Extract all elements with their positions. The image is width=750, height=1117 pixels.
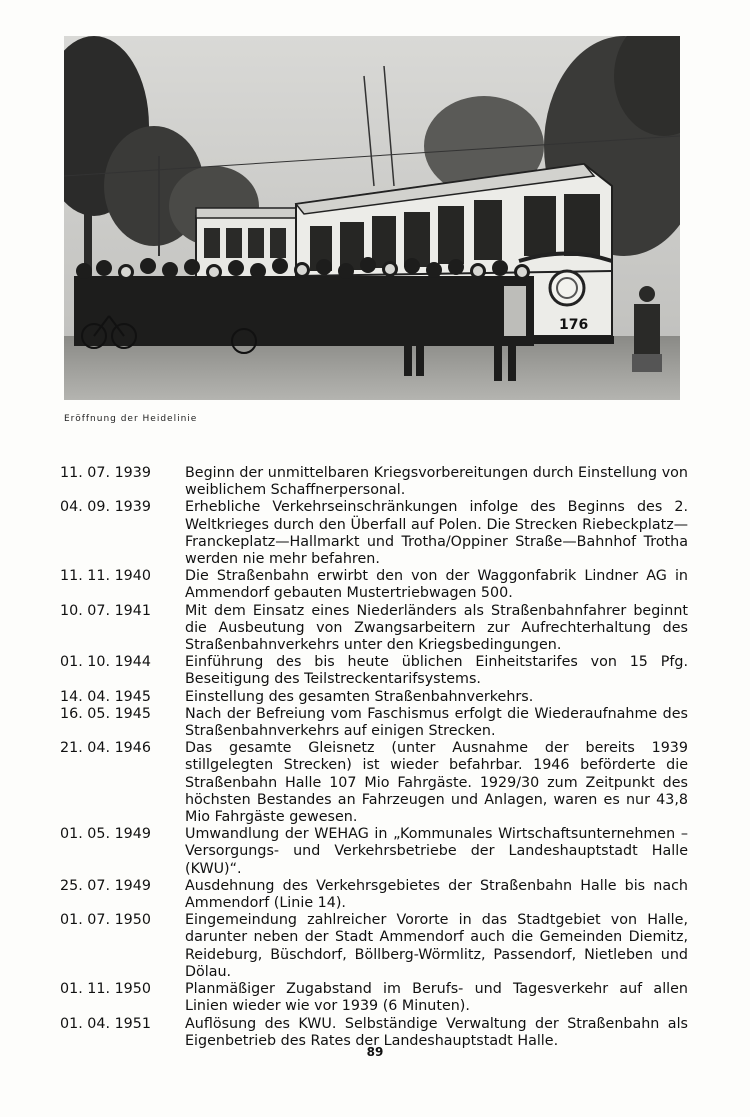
entry-text: Auflösung des KWU. Selbständige Verwaltung der Straßenbahn als Eigenbetrieb des Rates der Landeshauptstadt Halle.	[185, 1015, 688, 1049]
entry-date: 04. 09. 1939	[60, 499, 151, 516]
chronology-entry	[60, 499, 688, 568]
entry-date: 01. 05. 1949	[60, 826, 151, 843]
entry-text: Beginn der unmittelbaren Kriegsvorbereitungen durch Einstellung von weiblichem Schaffnerpersonal.	[185, 465, 688, 499]
entry-text: Planmäßiger Zugabstand im Berufs- und Tagesverkehr auf allen Linien wieder wie vor 1939 (6 Minuten).	[185, 981, 688, 1015]
chronology-entry	[60, 568, 688, 602]
chronology-entry	[60, 878, 688, 912]
entry-text: Einstellung des gesamten Straßenbahnverkehrs.	[185, 688, 534, 705]
historic-tram-photo	[64, 36, 680, 400]
entry-text: Einführung des bis heute üblichen Einheitstarifes von 15 Pfg. Beseitigung des Teilstreckentarifsystems.	[185, 654, 688, 688]
entry-date: 21. 04. 1946	[60, 740, 151, 757]
chronology-entry	[60, 689, 688, 706]
chronology-entry	[60, 981, 688, 1015]
photo-caption: Eröffnung der Heidelinie	[64, 414, 198, 424]
entry-date: 01. 10. 1944	[60, 654, 151, 671]
entry-text: Ausdehnung des Verkehrsgebietes der Straßenbahn Halle bis nach Ammendorf (Linie 14).	[185, 877, 688, 912]
entry-date: 16. 05. 1945	[60, 705, 151, 722]
entry-date: 01. 07. 1950	[60, 912, 151, 929]
chronology-entry	[60, 826, 688, 878]
entry-date: 11. 11. 1940	[60, 568, 151, 585]
chronology-list	[60, 465, 688, 1050]
tram-number-label: 176	[559, 317, 589, 333]
entry-date: 14. 04. 1945	[60, 688, 151, 705]
entry-text: Erhebliche Verkehrseinschränkungen infolge des Beginns des 2. Weltkrieges durch den Überfall auf Polen. Die Strecken Riebeckplatz—Franckeplatz—Hallmarkt und Trotha/Oppiner Straße—Bahnhof Trotha werden nie mehr befahren.	[185, 499, 688, 568]
entry-text: Nach der Befreiung vom Faschismus erfolgt die Wiederaufnahme des Straßenbahnverkehrs auf einigen Strecken.	[185, 705, 688, 740]
chronology-entry	[60, 465, 688, 499]
entry-text: Eingemeindung zahlreicher Vororte in das Stadtgebiet von Halle, darunter neben der Stadt Ammendorf auch die Gemeinden Diemitz, Reideburg, Büschdorf, Böllberg-Wörmlitz, Passendorf, Nietleben und Dölau.	[185, 912, 688, 980]
chronology-entry	[60, 706, 688, 740]
entry-date: 01. 11. 1950	[60, 981, 151, 998]
entry-text: Mit dem Einsatz eines Niederländers als Straßenbahnfahrer beginnt die Ausbeutung von Zwangsarbeitern zur Aufrechterhaltung des Straßenbahnverkehrs unter den Kriegsbedingungen.	[185, 602, 688, 654]
entry-date: 11. 07. 1939	[60, 465, 151, 481]
entry-text: Umwandlung der WEHAG in „Kommunales Wirtschaftsunternehmen – Versorgungs- und Verkehrsbetriebe der Landeshauptstadt Halle (KWU)“.	[185, 826, 688, 877]
chronology-entry	[60, 654, 688, 688]
chronology-entry	[60, 912, 688, 981]
page-number: 89	[366, 1045, 384, 1059]
chronology-entry	[60, 740, 688, 826]
tram-photo-illustration	[64, 36, 680, 400]
entry-date: 01. 04. 1951	[60, 1015, 151, 1032]
entry-date: 25. 07. 1949	[60, 877, 151, 894]
entry-text: Die Straßenbahn erwirbt den von der Waggonfabrik Lindner AG in Ammendorf gebauten Mustertriebwagen 500.	[185, 568, 688, 602]
entry-date: 10. 07. 1941	[60, 602, 151, 619]
chronology-entry	[60, 603, 688, 655]
entry-text: Das gesamte Gleisnetz (unter Ausnahme der bereits 1939 stillgelegten Strecken) ist wieder befahrbar. 1946 beförderte die Straßenbahn Halle 107 Mio Fahrgäste. 1929/30 zum Zeitpunkt des höchsten Bestandes an Fahrzeugen und Anlagen, waren es nur 43,8 Mio Fahrgäste gewesen.	[185, 740, 688, 826]
